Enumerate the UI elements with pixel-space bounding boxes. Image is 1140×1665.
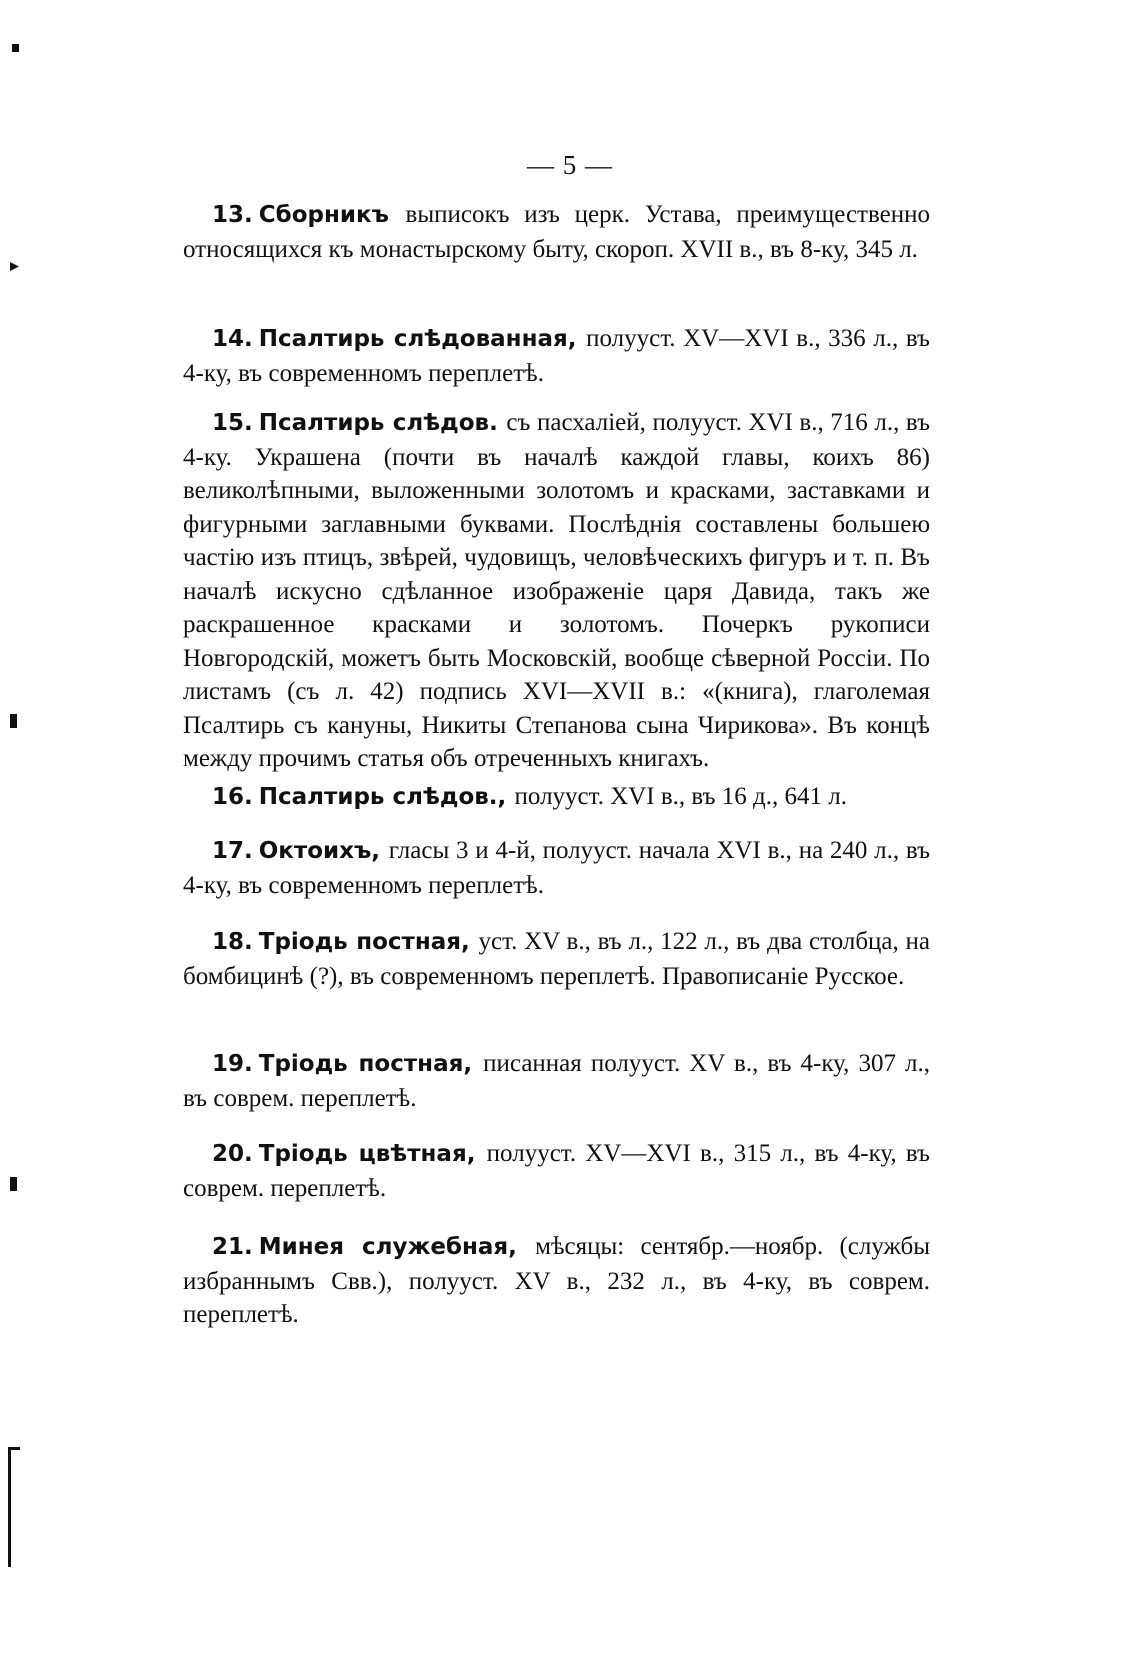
entry-number: 16. bbox=[212, 784, 253, 810]
entry-title: Тріодь цвѣтная, bbox=[258, 1141, 476, 1167]
edge-mark bbox=[10, 714, 17, 728]
edge-mark bbox=[12, 44, 19, 52]
entry-title: Минея служебная, bbox=[258, 1234, 517, 1260]
entry-number: 20. bbox=[212, 1141, 253, 1167]
entry-title: Тріодь постная, bbox=[258, 929, 470, 955]
entry-number: 14. bbox=[212, 326, 253, 352]
edge-mark bbox=[8, 1447, 20, 1450]
catalog-entry-19 bbox=[183, 1047, 930, 1115]
entry-title: Октоихъ, bbox=[258, 838, 381, 864]
catalog-entry-20 bbox=[183, 1137, 930, 1205]
catalog-entry-18 bbox=[183, 925, 930, 993]
entry-title: Псалтирь слѣдов., bbox=[258, 784, 507, 810]
entry-description: полууст. XV—XVI в., 315 л., въ 4-ку, въ соврем. переплетѣ. bbox=[183, 1140, 930, 1202]
page-number: — 5 — bbox=[527, 150, 613, 180]
catalog-entry-15 bbox=[183, 406, 930, 776]
catalog-entry-17 bbox=[183, 834, 930, 902]
entry-description: выписокъ изъ церк. Устава, преимущественно относящихся къ монастырскому быту, скороп. XVII в., въ 8-ку, 345 л. bbox=[183, 201, 930, 263]
catalog-entry-13 bbox=[183, 198, 930, 266]
entry-number: 13. bbox=[212, 202, 253, 228]
entry-description: мѣсяцы: сентябр.—ноябр. (службы избраннымъ Свв.), полууст. XV в., 232 л., въ 4-ку, въ соврем. переплетѣ. bbox=[183, 1233, 931, 1328]
entry-number: 19. bbox=[212, 1051, 253, 1077]
entry-description: полууст. XV—XVI в., 336 л., въ 4-ку, въ современномъ переплетѣ. bbox=[183, 325, 930, 387]
catalog-entry-16 bbox=[183, 780, 930, 815]
edge-mark bbox=[10, 262, 19, 271]
entry-title: Псалтирь слѣдов. bbox=[258, 410, 498, 436]
entry-description: уст. XV в., въ л., 122 л., въ два столбца, на бомбицинѣ (?), въ современномъ переплетѣ. Правописаніе Русское. bbox=[183, 928, 930, 990]
entry-title: Тріодь постная, bbox=[258, 1051, 473, 1077]
entry-title: Сборникъ bbox=[258, 202, 389, 228]
entry-description: съ пасхаліей, полууст. XVI в., 716 л., въ 4-ку. Украшена (почти въ началѣ каждой главы, коихъ 86) великолѣпными, выложенными золотомъ и красками, заставками и фигурными заглавными буквами. Послѣднія составлены большею частію изъ птицъ, звѣрей, чудовищъ, человѣческихъ фигуръ и т. п. Въ началѣ искусно сдѣланное изображеніе царя Давида, такъ же раскрашенное красками и золотомъ. Почеркъ рукописи Новгородскій, можетъ быть Московскій, вообще сѣверной Россіи. По листамъ (съ л. 42) подпись XVI—XVII в.: «(книга), глаголемая Псалтирь съ кануны, Никиты Степанова сына Чирикова». Въ концѣ между прочимъ статья объ отреченныхъ книгахъ. bbox=[183, 409, 930, 772]
catalog-entry-14 bbox=[183, 322, 930, 390]
entry-description: гласы 3 и 4-й, полууст. начала XVI в., на 240 л., въ 4-ку, въ современномъ переплетѣ. bbox=[183, 837, 931, 899]
entry-description: писанная полууст. XV в., въ 4-ку, 307 л., въ соврем. переплетѣ. bbox=[183, 1050, 931, 1112]
edge-mark bbox=[8, 1447, 11, 1567]
edge-mark bbox=[10, 1177, 17, 1191]
entry-number: 18. bbox=[212, 929, 253, 955]
entry-number: 21. bbox=[212, 1234, 253, 1260]
catalog-entry-21 bbox=[183, 1230, 930, 1332]
entry-description: полууст. XVI в., въ 16 д., 641 л. bbox=[514, 783, 847, 810]
entry-number: 15. bbox=[212, 410, 253, 436]
entry-title: Псалтирь слѣдованная, bbox=[258, 326, 577, 352]
entry-number: 17. bbox=[212, 838, 253, 864]
